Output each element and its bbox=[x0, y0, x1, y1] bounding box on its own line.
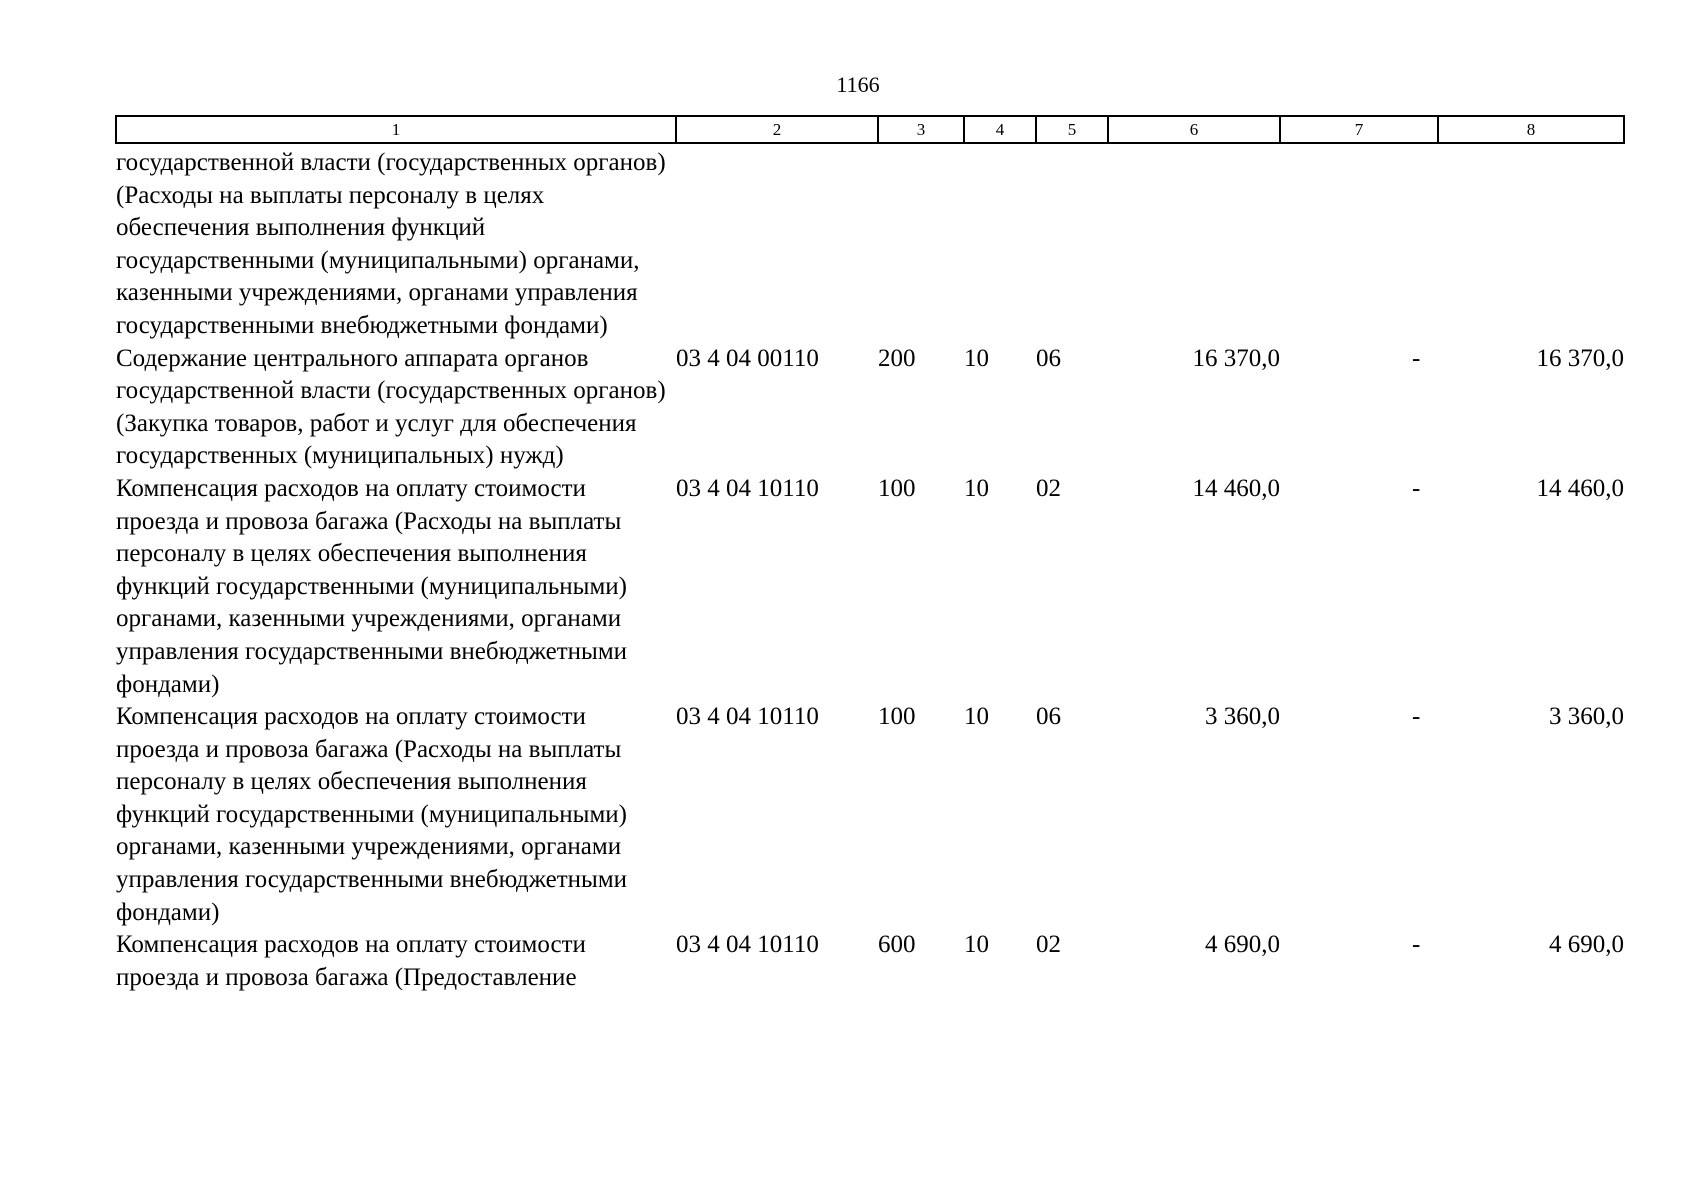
row-code-cell: 03 4 04 10110 bbox=[676, 931, 819, 959]
table-header bbox=[116, 116, 1624, 143]
row-change-value: - bbox=[1412, 344, 1421, 372]
row-type-cell: 100 bbox=[878, 703, 916, 731]
row-total-cell: 4 690,0 bbox=[1549, 931, 1624, 959]
column-header-1: 1 bbox=[116, 116, 676, 143]
row-type-cell bbox=[878, 143, 964, 343]
row-section-cell: 10 bbox=[964, 344, 989, 372]
row-subsection-cell: 02 bbox=[1036, 931, 1061, 959]
table-row bbox=[116, 929, 1624, 994]
row-total-cell: 14 460,0 bbox=[1536, 474, 1624, 502]
row-change-cell bbox=[1280, 701, 1438, 929]
row-change-cell bbox=[1280, 473, 1438, 701]
row-name-cell: Компенсация расходов на оплату стоимости проезда и провоза багажа (Расходы на выплаты персоналу в целях обеспечения выполнения функций государственными (муниципальными) органами, казенными учреждениями, органами управления государственными внебюджетными фондами) bbox=[116, 703, 628, 926]
row-change-cell bbox=[1280, 929, 1438, 994]
row-code-cell: 03 4 04 10110 bbox=[676, 474, 819, 502]
row-change-cell bbox=[1280, 143, 1438, 343]
table-row bbox=[116, 701, 1624, 929]
row-amount-cell bbox=[1108, 143, 1280, 343]
table-row bbox=[116, 343, 1624, 473]
row-type-cell: 100 bbox=[878, 474, 916, 502]
row-amount-cell: 16 370,0 bbox=[1192, 344, 1280, 372]
column-header-8: 8 bbox=[1438, 116, 1624, 143]
row-name-cell: Компенсация расходов на оплату стоимости проезда и провоза багажа (Расходы на выплаты персоналу в целях обеспечения выполнения функций государственными (муниципальными) органами, казенными учреждениями, органами управления государственными внебюджетными фондами) bbox=[116, 474, 628, 698]
row-section-cell: 10 bbox=[964, 474, 989, 502]
row-subsection-cell: 06 bbox=[1036, 344, 1061, 372]
row-amount-cell: 14 460,0 bbox=[1192, 474, 1280, 502]
row-amount-cell: 3 360,0 bbox=[1205, 703, 1280, 731]
table-row bbox=[116, 143, 1624, 343]
column-header-4: 4 bbox=[964, 116, 1036, 143]
row-type-cell: 200 bbox=[878, 344, 916, 372]
column-header-5: 5 bbox=[1036, 116, 1108, 143]
row-amount-cell: 4 690,0 bbox=[1205, 931, 1280, 959]
row-section-cell bbox=[964, 143, 1036, 343]
row-subsection-cell: 06 bbox=[1036, 703, 1061, 731]
row-section-cell: 10 bbox=[964, 703, 989, 731]
row-change-value: - bbox=[1412, 931, 1421, 959]
table-body bbox=[116, 143, 1624, 994]
column-header-7: 7 bbox=[1280, 116, 1438, 143]
row-change-value: - bbox=[1412, 703, 1421, 731]
row-type-cell: 600 bbox=[878, 931, 916, 959]
row-name-cell: государственной власти (государственных органов) (Расходы на выплаты персоналу в целях обеспечения выполнения функций государственными (муниципальными) органами, казенными учреждениями, органами управления государственными внебюджетными фондами) bbox=[116, 149, 666, 339]
row-code-cell: 03 4 04 00110 bbox=[676, 344, 819, 372]
column-header-2: 2 bbox=[676, 116, 878, 143]
row-change-cell bbox=[1280, 343, 1438, 473]
header-row bbox=[116, 116, 1624, 143]
column-header-3: 3 bbox=[878, 116, 964, 143]
row-change-value: - bbox=[1412, 474, 1421, 502]
row-section-cell: 10 bbox=[964, 931, 989, 959]
column-header-6: 6 bbox=[1108, 116, 1280, 143]
row-name-cell: Содержание центрального аппарата органов государственной власти (государственных органов) (Закупка товаров, работ и услуг для обеспечения государственных (муниципальных) нужд) bbox=[116, 344, 666, 470]
budget-table bbox=[115, 115, 1625, 994]
row-total-cell: 3 360,0 bbox=[1549, 703, 1624, 731]
row-subsection-cell: 02 bbox=[1036, 474, 1061, 502]
row-code-cell: 03 4 04 10110 bbox=[676, 703, 819, 731]
table-row bbox=[116, 473, 1624, 701]
row-total-cell: 16 370,0 bbox=[1536, 344, 1624, 372]
row-total-cell bbox=[1438, 143, 1624, 343]
page-number: 1166 bbox=[836, 72, 880, 97]
row-code-cell bbox=[676, 143, 878, 343]
row-name-cell: Компенсация расходов на оплату стоимости проезда и провоза багажа (Предоставление bbox=[116, 931, 586, 991]
row-subsection-cell bbox=[1036, 143, 1108, 343]
